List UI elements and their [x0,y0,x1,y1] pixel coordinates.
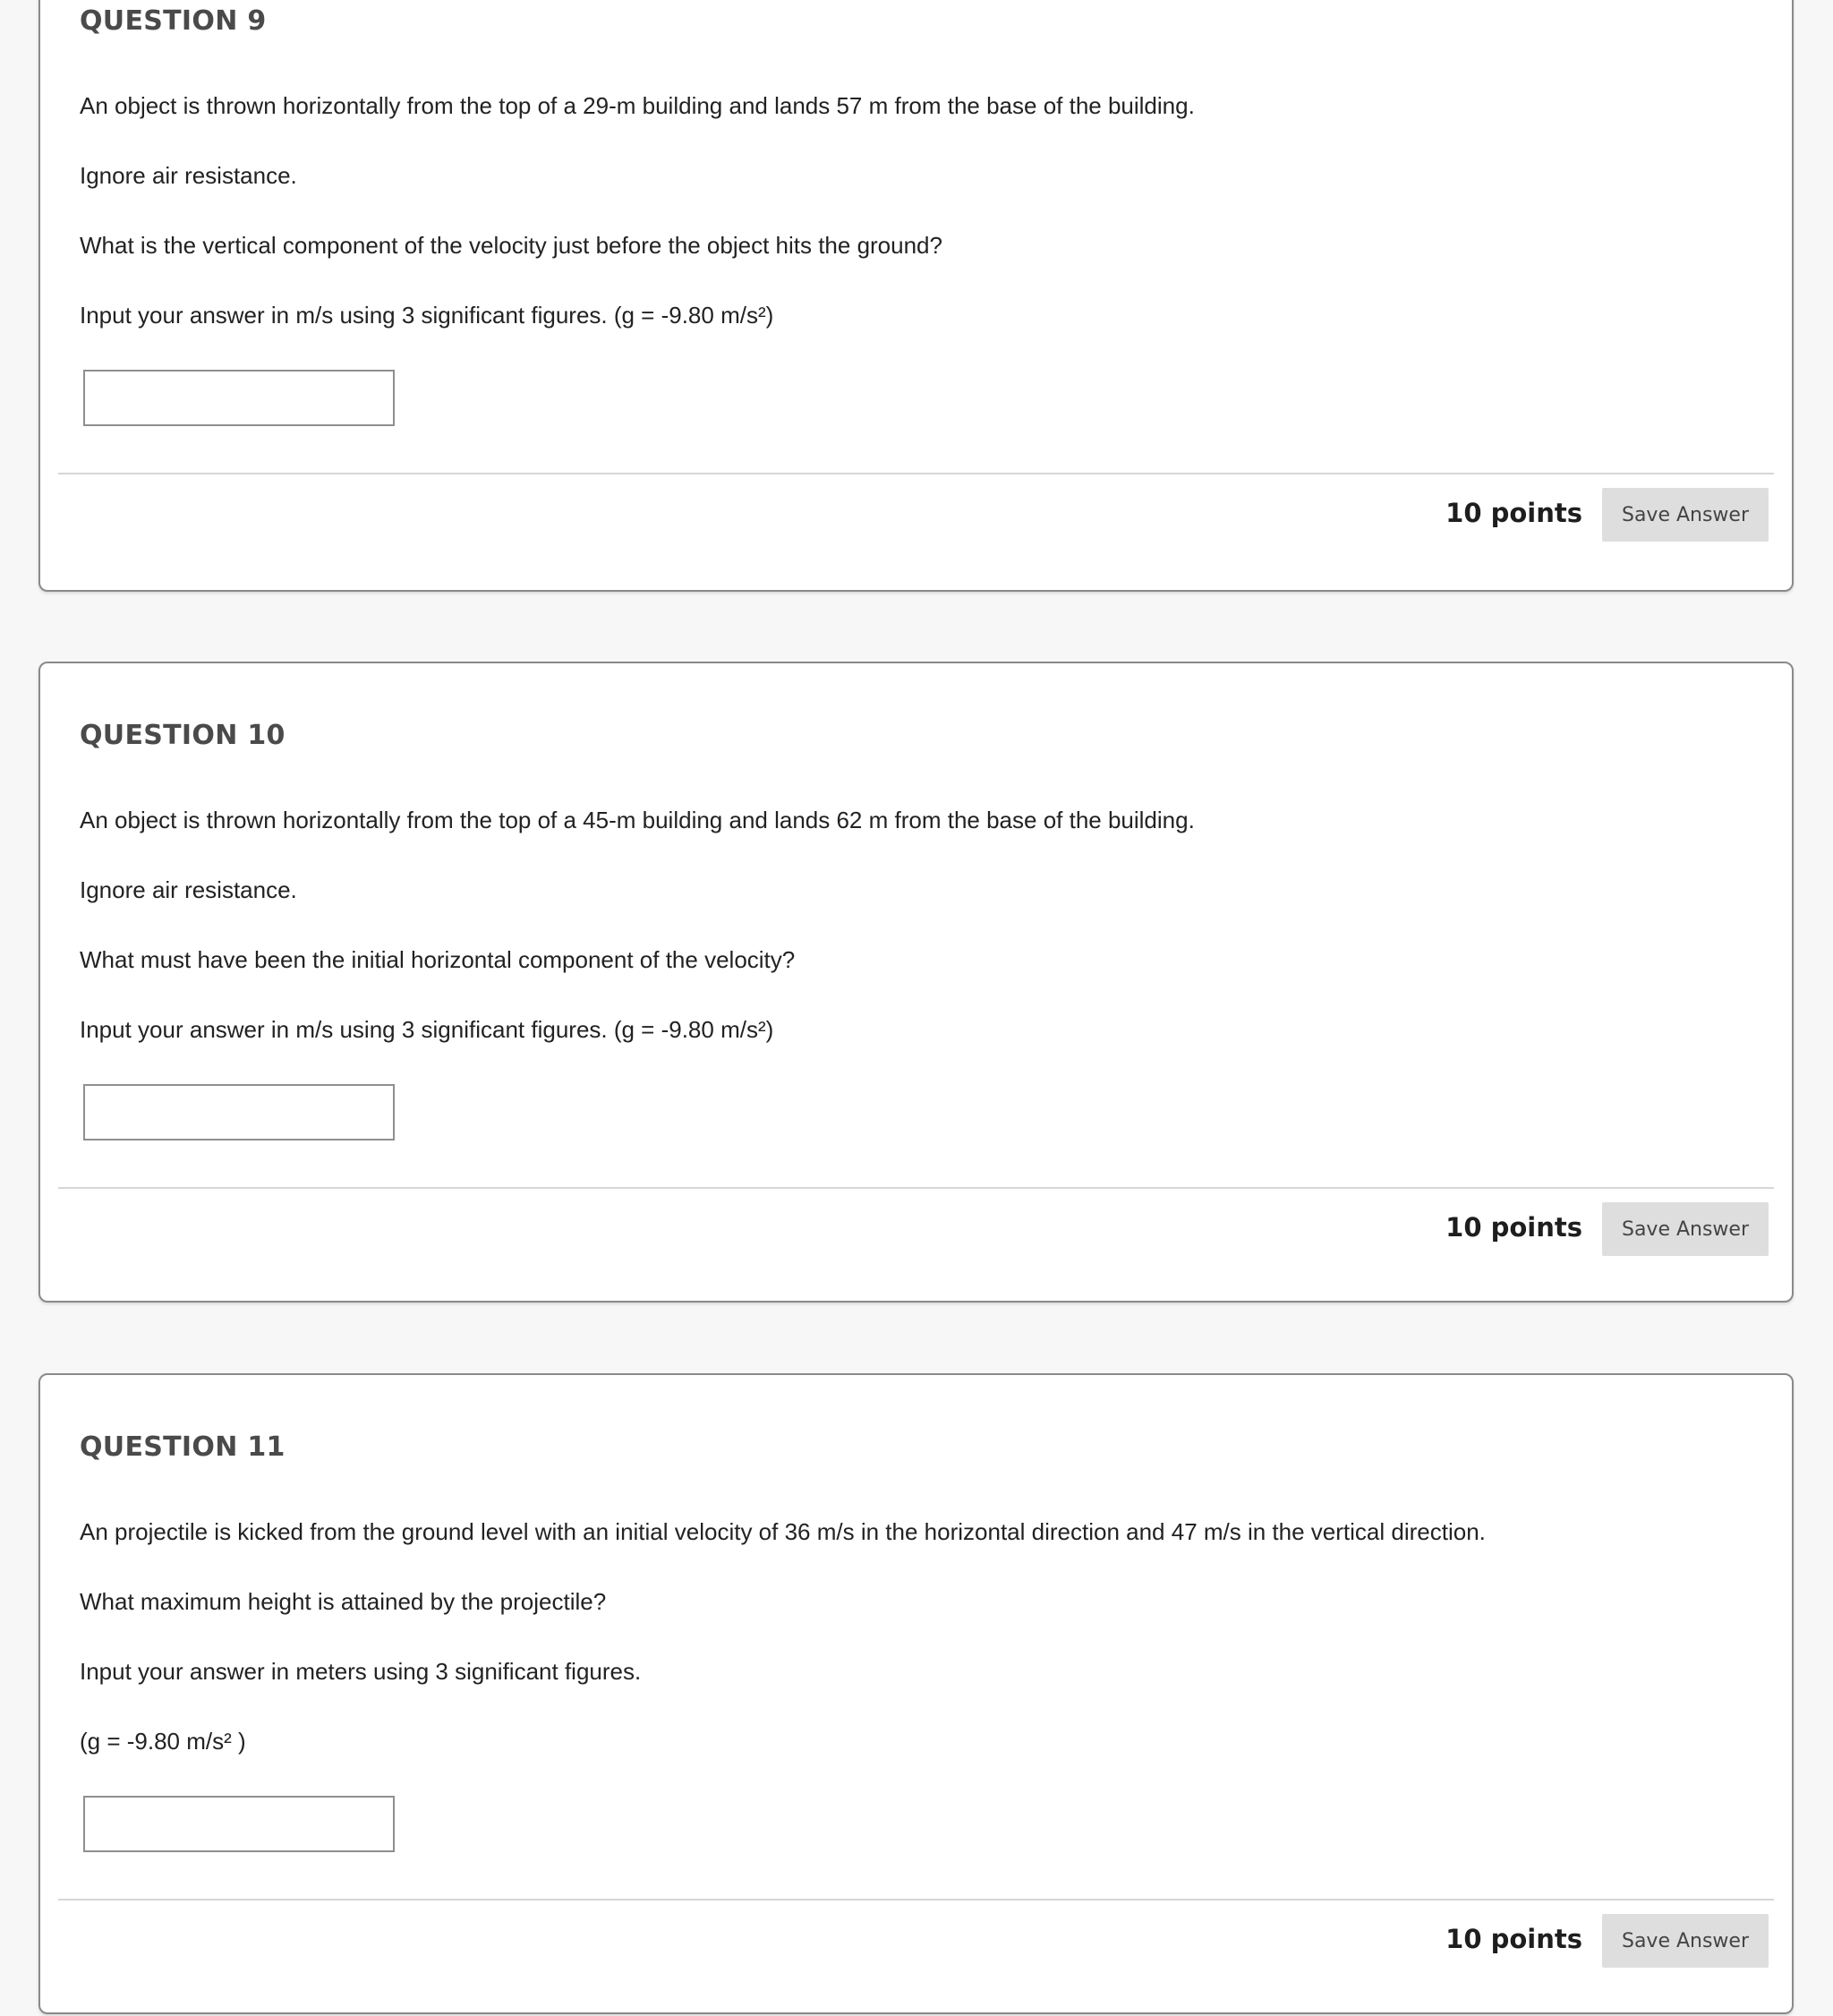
divider [58,1899,1774,1901]
question-instructions: Input your answer in m/s using 3 significant figures. (g = -9.80 m/s²) [80,1016,774,1043]
save-answer-button[interactable]: Save Answer [1602,1202,1769,1256]
question-card-11 [38,1373,1794,2014]
question-title: QUESTION 9 [80,5,267,37]
question-card-9 [38,0,1794,592]
question-instructions: Input your answer in meters using 3 significant figures. [80,1658,642,1685]
divider [58,473,1774,474]
divider [58,1187,1774,1189]
answer-input[interactable] [83,1084,395,1140]
save-answer-button[interactable]: Save Answer [1602,488,1769,542]
answer-input[interactable] [83,370,395,426]
question-constant: (g = -9.80 m/s² ) [80,1728,246,1755]
question-title: QUESTION 11 [80,1431,286,1463]
save-answer-button[interactable]: Save Answer [1602,1914,1769,1968]
question-text: An object is thrown horizontally from the top of a 45-m building and lands 62 m from the base of the building. [80,807,1195,833]
points-label: 10 points [1445,1212,1582,1243]
question-text: Ignore air resistance. [80,876,297,903]
points-label: 10 points [1445,1924,1582,1954]
question-text: An projectile is kicked from the ground level with an initial velocity of 36 m/s in the horizontal direction and 47 m/s in the vertical direction. [80,1518,1486,1545]
points-label: 10 points [1445,498,1582,528]
question-text: An object is thrown horizontally from the top of a 29-m building and lands 57 m from the base of the building. [80,92,1195,119]
question-instructions: Input your answer in m/s using 3 significant figures. (g = -9.80 m/s²) [80,302,774,329]
answer-input[interactable] [83,1796,395,1852]
question-text: What maximum height is attained by the projectile? [80,1588,607,1615]
question-title: QUESTION 10 [80,720,286,751]
question-text: What must have been the initial horizontal component of the velocity? [80,946,796,973]
question-text: What is the vertical component of the velocity just before the object hits the ground? [80,232,942,259]
question-text: Ignore air resistance. [80,162,297,189]
question-card-10 [38,662,1794,1303]
